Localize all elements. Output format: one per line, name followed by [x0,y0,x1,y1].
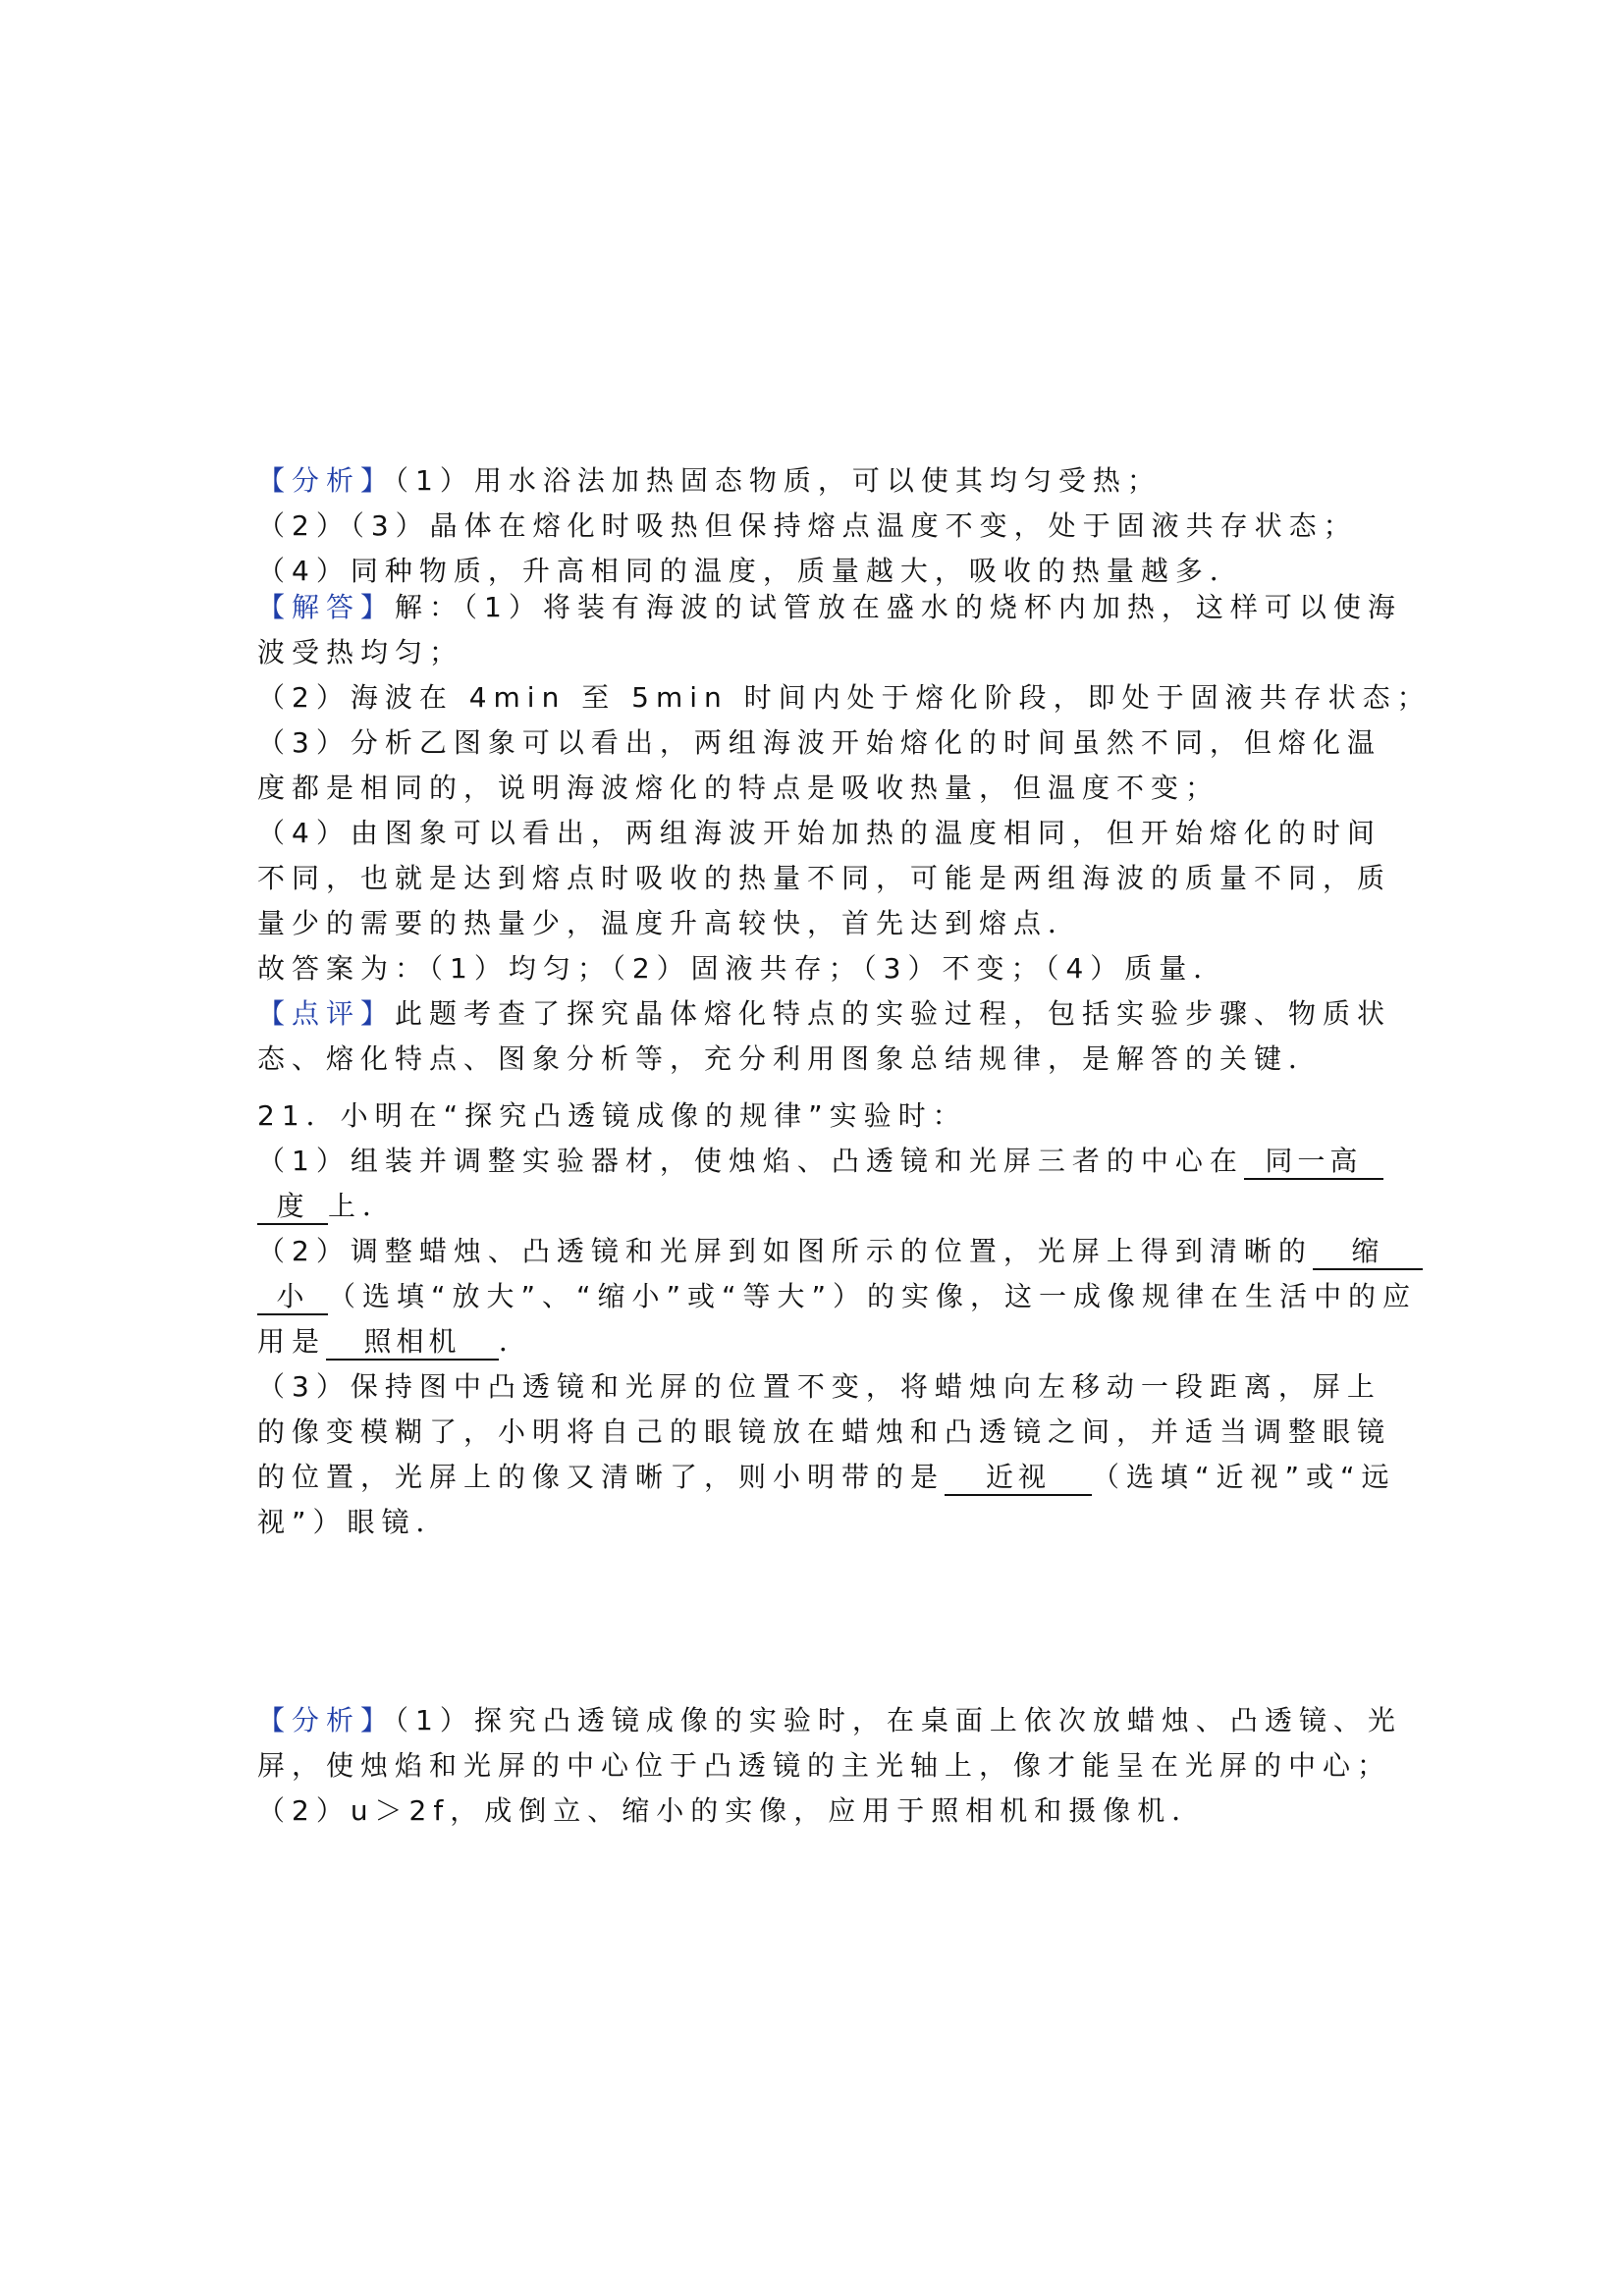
question-21 [257,1094,1418,1545]
analysis-tag: 【分析】 [257,1704,396,1736]
analysis-line: 屏，使烛焰和光屏的中心位于凸透镜的主光轴上，像才能呈在光屏的中心； [257,1749,1392,1782]
question-line: （3）保持图中凸透镜和光屏的位置不变，将蜡烛向左移动一段距离，屏上 [257,1370,1381,1403]
answer-blank: 小 [257,1280,328,1315]
analysis-section-2 [257,1698,1402,1834]
comment-tag: 【点评】 [257,997,396,1030]
question-line [257,1455,1396,1500]
solution-line: （3）分析乙图象可以看出，两组海波开始熔化的时间虽然不同，但熔化温 [257,726,1381,759]
analysis-line: （2）u＞2f，成倒立、缩小的实像，应用于照相机和摄像机． [257,1794,1207,1827]
solution-line: 量少的需要的热量少，温度升高较快，首先达到熔点． [257,907,1083,939]
solution-line: （4）由图象可以看出，两组海波开始加热的温度相同，但开始熔化的时间 [257,817,1381,849]
question-line [257,1229,1384,1274]
analysis-line [257,458,1377,504]
answer-blank: 同一高 [1244,1145,1383,1180]
answer-blank: 照相机 [326,1325,499,1361]
question-title: 21．小明在“探究凸透镜成像的规律”实验时： [257,1099,967,1132]
solution-line: 波受热均匀； [257,636,464,668]
question-line [257,1274,1418,1319]
solution-section [257,585,1432,1082]
question-line [257,1184,1377,1229]
analysis-line [257,1698,1402,1743]
solution-line: （2）海波在 4min 至 5min 时间内处于熔化阶段，即处于固液共存状态； [257,681,1432,714]
q2-text: （2）调整蜡烛、凸透镜和光屏到如图所示的位置，光屏上得到清晰的 [257,1235,1313,1267]
q1-text-end: 上． [328,1190,398,1222]
solution-text: 解：（1）将装有海波的试管放在盛水的烧杯内加热，这样可以使海 [395,591,1402,623]
solution-tag: 【解答】 [257,591,396,623]
answer-blank: 近视 [945,1461,1092,1496]
question-line [257,1319,1377,1364]
analysis-text: （1）用水浴法加热固态物质，可以使其均匀受热； [395,464,1162,497]
q3-text: 的位置，光屏上的像又清晰了，则小明带的是 [257,1461,946,1493]
analysis-line: （2）（3）晶体在熔化时吸热但保持熔点温度不变，处于固液共存状态； [257,509,1358,542]
analysis-text: （1）探究凸透镜成像的实验时，在桌面上依次放蜡烛、凸透镜、光 [395,1704,1402,1736]
analysis-section-1 [257,458,1377,594]
solution-line: 不同，也就是达到熔点时吸收的热量不同，可能是两组海波的质量不同，质 [257,862,1392,894]
q1-text: （1）组装并调整实验器材，使烛焰、凸透镜和光屏三者的中心在 [257,1145,1244,1177]
q2-text-2: 用是 [257,1325,327,1358]
q3-text-end: （选填“近视”或“远 [1092,1461,1396,1493]
solution-line: 度都是相同的，说明海波熔化的特点是吸收热量，但温度不变； [257,772,1220,804]
answer-line: 故答案为：（1）均匀；（2）固液共存；（3）不变；（4）质量． [257,952,1228,985]
comment-line [257,991,1392,1037]
question-line [257,1139,1377,1184]
solution-line [257,585,1402,630]
analysis-tag: 【分析】 [257,464,396,497]
comment-line: 态、熔化特点、图象分析等，充分利用图象总结规律，是解答的关键． [257,1042,1324,1075]
question-line: 的像变模糊了，小明将自己的眼镜放在蜡烛和凸透镜之间，并适当调整眼镜 [257,1415,1392,1448]
q2-text-mid: （选填“放大”、“缩小”或“等大”）的实像，这一成像规律在生活中的应 [328,1280,1418,1312]
analysis-line: （4）同种物质，升高相同的温度，质量越大，吸收的热量越多． [257,555,1244,587]
question-line: 视”）眼镜． [257,1506,451,1538]
comment-text: 此题考查了探究晶体熔化特点的实验过程，包括实验步骤、物质状 [395,997,1392,1030]
q2-end: ． [499,1325,534,1358]
answer-blank: 度 [257,1190,328,1225]
answer-blank: 缩 [1313,1235,1423,1270]
